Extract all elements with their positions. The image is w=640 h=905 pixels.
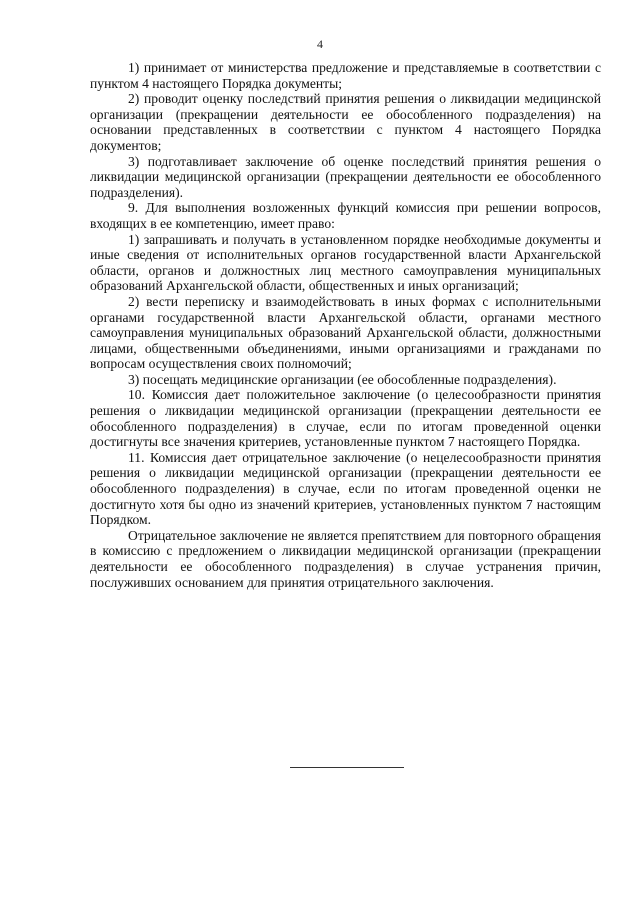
paragraph-negative-not-obstacle: Отрицательное заключение не является препятствием для повторного обращения в комиссию с предложением о ликвидации медицинской организации (прекращении деятельности ее обособленного подразделения) в случае устранения причин, послуживших основанием для принятия отрицательного заключения. xyxy=(90,527,601,590)
paragraph-clause-9-rights: 9. Для выполнения возложенных функций комиссия при решении вопросов, входящих в ее компетенцию, имеет право: xyxy=(90,200,601,231)
paragraph-item-1-receives-proposal: 1) принимает от министерства предложение и представляемые в соответствии с пунктом 4 настоящего Порядка документы; xyxy=(90,60,601,91)
paragraph-clause-11-negative-conclusion: 11. Комиссия дает отрицательное заключение (о нецелесообразности принятия решения о ликвидации медицинской организации (прекращении деятельности ее обособленного подразделения) в случае, если по итогам проведенной оценки не достигнуто хотя бы одно из значений критериев, установленных пунктом 7 настоящим Порядком. xyxy=(90,449,601,528)
paragraph-item-2-assesses-consequences: 2) проводит оценку последствий принятия решения о ликвидации медицинской организации (прекращении деятельности ее обособленного подразделения) на основании представленных в соответствии с пунктом 4 настоящего Порядка документов; xyxy=(90,91,601,153)
end-separator-line xyxy=(290,767,404,768)
paragraph-clause-10-positive-conclusion: 10. Комиссия дает положительное заключение (о целесообразности принятия решения о ликвидации медицинской организации (прекращении деятельности ее обособленного подразделения) в случае, если по итогам проведенной оценки достигнуты все значения критериев, установленные пунктом 7 настоящего Порядка. xyxy=(90,387,601,450)
paragraph-right-1-request-documents: 1) запрашивать и получать в установленном порядке необходимые документы и иные сведения от исполнительных органов государственной власти Архангельской области, органов и должностных лиц местного самоуправления муниципальных образований Архангельской области, общественных и иных организаций; xyxy=(90,231,601,294)
paragraph-right-2-correspondence: 2) вести переписку и взаимодействовать в иных формах с исполнительными органами государственной власти Архангельской области, органами местного самоуправления муниципальных образований Архангельской области, должностными лицами, общественными объединениями, иными организациями и гражданами по вопросам осуществления своих полномочий; xyxy=(90,293,601,372)
page-number: 4 xyxy=(317,37,323,51)
paragraph-right-3-visit-organizations: 3) посещать медицинские организации (ее обособленные подразделения). xyxy=(128,371,557,387)
paragraph-item-3-prepares-conclusion: 3) подготавливает заключение об оценке последствий принятия решения о ликвидации медицинской организации (прекращении деятельности ее обособленного подразделения). xyxy=(90,153,601,200)
document-body xyxy=(90,60,601,590)
